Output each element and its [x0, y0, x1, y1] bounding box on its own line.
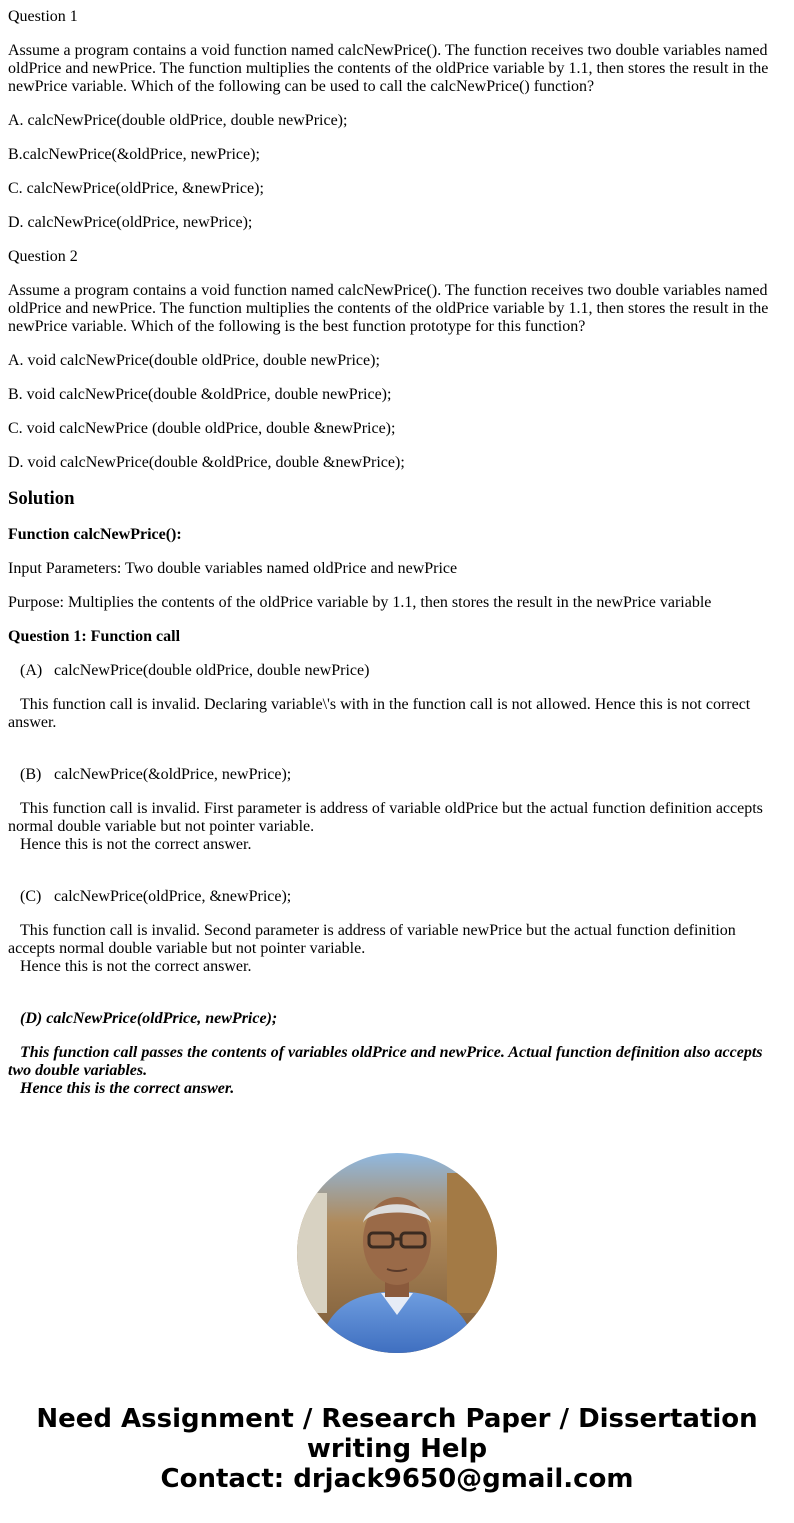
answer-c-call [8, 888, 778, 906]
answer-a-explanation [8, 696, 778, 732]
author-photo [297, 1153, 497, 1353]
answer-a-tag: (A) [20, 662, 43, 679]
answer-c-tag: (C) [20, 888, 42, 905]
input-parameters: Input Parameters: Two double variables named oldPrice and newPrice [8, 560, 458, 577]
banner-line-2: writing Help [306, 1434, 488, 1464]
q2-text: Assume a program contains a void function named calcNewPrice(). The function receives two double variables named oldPrice and newPrice. The function multiplies the contents of the oldPrice variable by 1.1, then stores the result in the newPrice variable. Which of the following is the best function prototype for this function? [8, 282, 769, 335]
purpose: Purpose: Multiplies the contents of the oldPrice variable by 1.1, then stores the result in the newPrice variable [8, 594, 712, 611]
answer-c-call-text: calcNewPrice(oldPrice, &newPrice); [54, 888, 292, 905]
answer-a-explanation-text: This function call is invalid. Declaring variable\'s with in the function call is not allowed. Hence this is not correct answer. [8, 696, 751, 731]
answer-d-explanation [8, 1044, 778, 1098]
q2-option-a: A. void calcNewPrice(double oldPrice, double newPrice); [8, 352, 380, 369]
answer-c-explanation [8, 922, 778, 976]
answer-d-explanation-text: This function call passes the contents of variables oldPrice and newPrice. Actual function definition also accepts two double variables. [8, 1044, 763, 1079]
q1-option-c: C. calcNewPrice(oldPrice, &newPrice); [8, 180, 264, 197]
answer-c-explanation-text: This function call is invalid. Second parameter is address of variable newPrice but the actual function definition accepts normal double variable but not pointer variable. [8, 922, 736, 957]
q1-solution-heading: Question 1: Function call [8, 628, 181, 645]
answer-b-tag: (B) [20, 766, 42, 783]
function-heading: Function calcNewPrice(): [8, 526, 182, 543]
q2-option-c: C. void calcNewPrice (double oldPrice, double &newPrice); [8, 420, 396, 437]
q2-option-d: D. void calcNewPrice(double &oldPrice, double &newPrice); [8, 454, 405, 471]
contact-banner [0, 1404, 794, 1494]
answer-a-call-text: calcNewPrice(double oldPrice, double newPrice) [54, 662, 370, 679]
q1-text: Assume a program contains a void function named calcNewPrice(). The function receives two double variables named oldPrice and newPrice. The function multiplies the contents of the oldPrice variable by 1.1, then stores the result in the newPrice variable. Which of the following can be used to call the calcNewPrice() function? [8, 42, 769, 95]
answer-d-conclusion: Hence this is the correct answer. [20, 1080, 235, 1097]
q1-title: Question 1 [8, 8, 78, 25]
banner-line-3: Contact: drjack9650@gmail.com [160, 1464, 634, 1494]
answer-c-conclusion: Hence this is not the correct answer. [20, 958, 252, 975]
document [8, 8, 778, 1114]
answer-b-call-text: calcNewPrice(&oldPrice, newPrice); [54, 766, 292, 783]
answer-d-heading: (D) calcNewPrice(oldPrice, newPrice); [20, 1010, 278, 1027]
answer-b-explanation-text: This function call is invalid. First parameter is address of variable oldPrice but the actual function definition accepts normal double variable but not pointer variable. [8, 800, 763, 835]
answer-b-explanation [8, 800, 778, 854]
q2-option-b: B. void calcNewPrice(double &oldPrice, double newPrice); [8, 386, 392, 403]
banner-line-1: Need Assignment / Research Paper / Dissertation [36, 1404, 758, 1434]
q2-title: Question 2 [8, 248, 78, 265]
answer-a-call [8, 662, 778, 680]
answer-b-call [8, 766, 778, 784]
answer-b-conclusion: Hence this is not the correct answer. [20, 836, 252, 853]
q1-option-a: A. calcNewPrice(double oldPrice, double newPrice); [8, 112, 348, 129]
q1-option-d: D. calcNewPrice(oldPrice, newPrice); [8, 214, 253, 231]
solution-heading: Solution [8, 488, 75, 509]
q1-option-b: B.calcNewPrice(&oldPrice, newPrice); [8, 146, 260, 163]
